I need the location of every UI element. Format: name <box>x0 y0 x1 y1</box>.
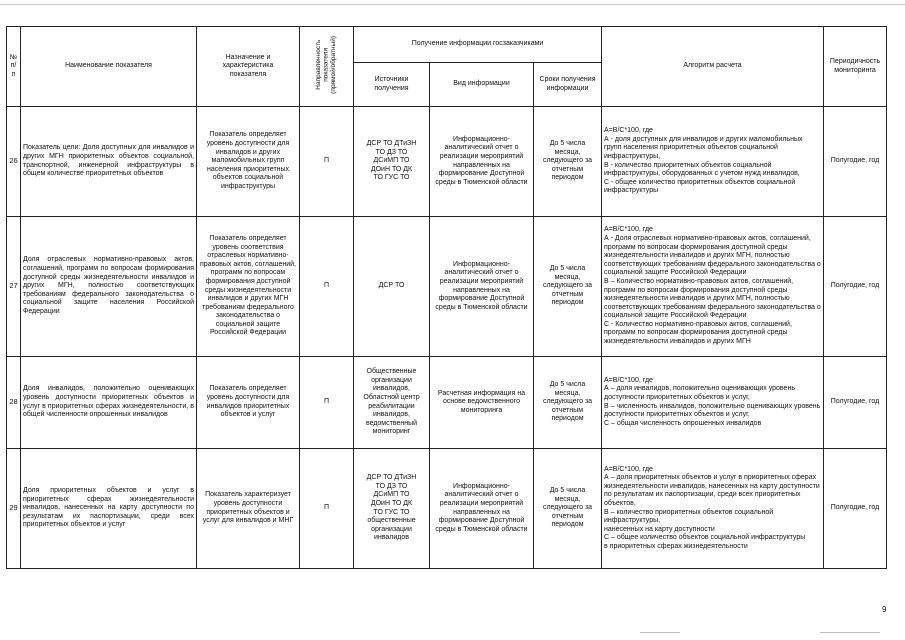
indicators-table <box>6 26 887 569</box>
row-sources: ДСР ТО <box>354 217 430 357</box>
row-info-type: Информационно-аналитический отчет о реализации мероприятий направленных на формирование Доступной среды в Тюменской области <box>430 107 534 217</box>
row-name: Показатель цели: Доля доступных для инвалидов и других МГН приоритетных объектов социальной, транспортной, инженерной инфраструктуры в общем количестве приоритетных объектов <box>21 107 197 217</box>
row-deadline: До 5 числа месяца, следующего за отчетным периодом <box>534 449 602 569</box>
row-num: 26 <box>7 107 21 217</box>
bottom-scan-marks <box>0 632 905 633</box>
row-direction: П <box>300 217 354 357</box>
header-direction <box>300 27 354 107</box>
header-purpose: Назначение и характеристика показателя <box>197 27 300 107</box>
row-algorithm: А=В/С*100, где А – доля инвалидов, положительно оценивающих уровень доступности приоритетных объектов и услуг, В – численность инвалидов, положительно оценивающих уровень доступности приоритетных объектов и услуг, С – общая численность опрошенных инвалидов <box>602 357 824 449</box>
row-periodicity: Полугодие, год <box>824 217 887 357</box>
row-algorithm: А=В/С*100, где А – доля приоритетных объектов и услуг в приоритетных сферах жизнедеятельности инвалидов, нанесенных на карту доступности по результатам их паспортизации, среди всех приоритетных объектов, В – количество приоритетных объектов социальной инфраструктуры, нанесенных на карту доступности С – общее количество объектов социальной инфраструктуры в приоритетных сферах жизнедеятельности <box>602 449 824 569</box>
header-periodicity: Периодичность мониторинга <box>824 27 887 107</box>
row-name: Доля отраслевых нормативно-правовых актов, соглашений, программ по вопросам формирования доступной среды жизнедеятельности инвалидов и других МГН, полностью соответствующих требованиям федерального законодательства о социальной защите населения Российской Федерации <box>21 217 197 357</box>
row-sources: Общественные организации инвалидов, Областной центр реабилитации инвалидов, ведомственный мониторинг <box>354 357 430 449</box>
row-name: Доля приоритетных объектов и услуг в приоритетных сферах жизнедеятельности инвалидов, нанесенных на карту доступности по результатам их паспортизации, среди всех приоритетных объектов и услуг <box>21 449 197 569</box>
header-deadlines: Сроки получения информации <box>534 63 602 107</box>
indicators-table-container <box>6 26 886 569</box>
row-deadline: До 5 числа месяца, следующего за отчетным периодом <box>534 107 602 217</box>
table-row <box>7 107 887 217</box>
header-row-1 <box>7 27 887 63</box>
header-sources: Источники получения <box>354 63 430 107</box>
table-row <box>7 357 887 449</box>
row-purpose: Показатель характеризует уровень доступности приоритетных объектов и услуг для инвалидов и МНГ <box>197 449 300 569</box>
row-info-type: Информационно-аналитический отчет о реализации мероприятий направленных на формирование Доступной среды в Тюменской области <box>430 449 534 569</box>
header-algorithm: Алгоритм расчета <box>602 27 824 107</box>
table-row <box>7 449 887 569</box>
row-algorithm: А=В/С*100, где А - доля доступных для инвалидов и других маломобильных групп населения приоритетных объектов социальной инфраструктуры, В - количество приоритетных объектов социальной инфраструктуры, оборудованных с учетом нужд инвалидов, С - общее количество приоритетных объектов социальной инфраструктуры <box>602 107 824 217</box>
header-name: Наименование показателя <box>21 27 197 107</box>
row-sources: ДСР ТО ДТиЗН ТО ДЗ ТО ДСиМП ТО ДОиН ТО ДК ТО ГУС ТО общественные организации инвалидов <box>354 449 430 569</box>
page-top-rule <box>0 4 905 5</box>
row-name: Доля инвалидов, положительно оценивающих уровень доступности приоритетных объектов и услуг в приоритетных сферах жизнедеятельности, в общей численности опрошенных инвалидов <box>21 357 197 449</box>
scan-mark <box>820 632 880 633</box>
row-sources: ДСР ТО ДТиЗН ТО ДЗ ТО ДСиМП ТО ДОиН ТО ДК ТО ГУС ТО <box>354 107 430 217</box>
row-num: 28 <box>7 357 21 449</box>
row-periodicity: Полугодие, год <box>824 107 887 217</box>
scan-mark <box>640 632 680 633</box>
row-purpose: Показатель определяет уровень доступности для инвалидов приоритетных объектов и услуг <box>197 357 300 449</box>
table-row <box>7 217 887 357</box>
row-num: 29 <box>7 449 21 569</box>
header-num: № п/п <box>7 27 21 107</box>
row-deadline: До 5 числа месяца, следующего за отчетным периодом <box>534 357 602 449</box>
header-direction-text: Направленность показателя (прямой/обратный) <box>315 35 338 94</box>
row-periodicity: Полугодие, год <box>824 449 887 569</box>
row-info-type: Расчетная информация на основе ведомственного мониторинга <box>430 357 534 449</box>
row-algorithm: А=В/С*100, где А - Доля отраслевых нормативно-правовых актов, соглашений, программ по вопросам формирования доступной среды жизнедеятельности инвалидов и других МГН, полностью соответствующих требованиям федерального законодательства о социальной защите Российской Федерации В – Количество нормативно-правовых актов, соглашений, программ по вопросам формирования доступной среды жизнедеятельности инвалидов и других МГН, полностью соответствующих требованиям федерального законодательства о социальной защите Российской Федерации С - Количество нормативно-правовых актов, соглашений, программ по вопросам формирования доступной среды жизнедеятельности инвалидов и других МГН <box>602 217 824 357</box>
row-direction: П <box>300 449 354 569</box>
row-periodicity: Полугодие, год <box>824 357 887 449</box>
header-receiving-group: Получение информации госзаказчиками <box>354 27 602 63</box>
row-direction: П <box>300 357 354 449</box>
row-purpose: Показатель определяет уровень соответствия отраслевых нормативно-правовых актов, соглашений, программ по вопросам формирования доступной среды жизнедеятельности инвалидов и других МГН требованиям федерального законодательства о социальной защите Российской Федерации <box>197 217 300 357</box>
row-direction: П <box>300 107 354 217</box>
row-info-type: Информационно-аналитический отчет о реализации мероприятий направленных на формирование Доступной среды в Тюменской области <box>430 217 534 357</box>
row-deadline: До 5 числа месяца, следующего за отчетным периодом <box>534 217 602 357</box>
header-info-type: Вид информации <box>430 63 534 107</box>
row-num: 27 <box>7 217 21 357</box>
page-number: 9 <box>882 605 887 614</box>
row-purpose: Показатель определяет уровень доступности для инвалидов и других маломобильных групп населения приоритетных объектов социальной инфраструктуры <box>197 107 300 217</box>
